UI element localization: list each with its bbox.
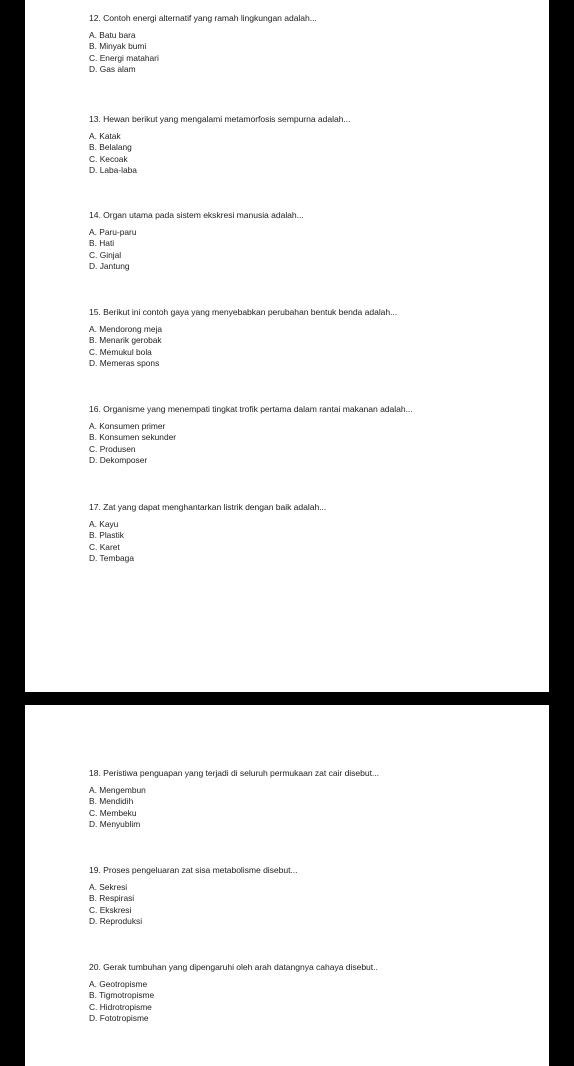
question-18 bbox=[89, 768, 539, 830]
option-a: A. Katak bbox=[89, 131, 121, 141]
option-c: C. Hidrotropisme bbox=[89, 1001, 152, 1012]
question-text: 13. Hewan berikut yang mengalami metamorfosis sempurna adalah... bbox=[89, 114, 351, 124]
option-c: C. Ekskresi bbox=[89, 904, 132, 915]
question-text: 15. Berikut ini contoh gaya yang menyebabkan perubahan bentuk benda adalah... bbox=[89, 307, 398, 317]
option-a: A. Mendorong meja bbox=[89, 324, 163, 334]
option-c: C. Karet bbox=[89, 541, 120, 552]
option-d: D. Fototropisme bbox=[89, 1012, 149, 1023]
document-page-1 bbox=[25, 0, 549, 692]
option-list bbox=[89, 324, 539, 369]
option-c: C. Memukul bola bbox=[89, 346, 152, 357]
option-d: D. Reproduksi bbox=[89, 915, 143, 926]
option-d: D. Memeras spons bbox=[89, 357, 160, 368]
question-16 bbox=[89, 404, 539, 466]
option-list bbox=[89, 519, 539, 564]
option-d: D. Dekomposer bbox=[89, 454, 148, 465]
question-text: 16. Organisme yang menempati tingkat trofik pertama dalam rantai makanan adalah... bbox=[89, 404, 413, 414]
option-b: B. Plastik bbox=[89, 530, 124, 541]
option-a: A. Mengembun bbox=[89, 785, 146, 795]
option-d: D. Menyublim bbox=[89, 818, 141, 829]
option-b: B. Respirasi bbox=[89, 893, 135, 904]
option-c: C. Produsen bbox=[89, 443, 136, 454]
option-list bbox=[89, 227, 539, 272]
option-b: B. Hati bbox=[89, 238, 115, 249]
option-d: D. Laba-laba bbox=[89, 164, 137, 175]
option-a: A. Paru-paru bbox=[89, 227, 137, 237]
question-20 bbox=[89, 962, 539, 1024]
question-text: 19. Proses pengeluaran zat sisa metabolisme disebut... bbox=[89, 865, 298, 875]
option-list bbox=[89, 421, 539, 466]
question-13 bbox=[89, 114, 539, 176]
question-text: 18. Peristiwa penguapan yang terjadi di seluruh permukaan zat cair disebut... bbox=[89, 768, 379, 778]
option-b: B. Konsumen sekunder bbox=[89, 432, 177, 443]
option-list bbox=[89, 882, 539, 927]
option-a: A. Batu bara bbox=[89, 30, 136, 40]
option-b: B. Mendidih bbox=[89, 796, 134, 807]
option-b: B. Belalang bbox=[89, 142, 132, 153]
document-page-2 bbox=[25, 705, 549, 1066]
option-list bbox=[89, 131, 539, 176]
question-14 bbox=[89, 210, 539, 272]
option-c: C. Energi matahari bbox=[89, 52, 159, 63]
question-19 bbox=[89, 865, 539, 927]
option-b: B. Tigmotropisme bbox=[89, 990, 155, 1001]
question-text: 20. Gerak tumbuhan yang dipengaruhi oleh arah datangnya cahaya disebut.. bbox=[89, 962, 378, 972]
option-c: C. Membeku bbox=[89, 807, 137, 818]
question-text: 12. Contoh energi alternatif yang ramah lingkungan adalah... bbox=[89, 13, 317, 23]
question-text: 14. Organ utama pada sistem ekskresi manusia adalah... bbox=[89, 210, 304, 220]
option-a: A. Kayu bbox=[89, 519, 119, 529]
question-text: 17. Zat yang dapat menghantarkan listrik dengan baik adalah... bbox=[89, 502, 327, 512]
option-d: D. Tembaga bbox=[89, 552, 135, 563]
option-list bbox=[89, 30, 539, 75]
question-12 bbox=[89, 13, 539, 75]
question-17 bbox=[89, 502, 539, 564]
option-d: D. Gas alam bbox=[89, 63, 136, 74]
option-a: A. Sekresi bbox=[89, 882, 128, 892]
option-list bbox=[89, 979, 539, 1024]
option-a: A. Konsumen primer bbox=[89, 421, 166, 431]
option-b: B. Menarik gerobak bbox=[89, 335, 162, 346]
option-c: C. Kecoak bbox=[89, 153, 128, 164]
option-c: C. Ginjal bbox=[89, 249, 122, 260]
option-a: A. Geotropisme bbox=[89, 979, 148, 989]
option-b: B. Minyak bumi bbox=[89, 41, 147, 52]
option-d: D. Jantung bbox=[89, 260, 130, 271]
question-15 bbox=[89, 307, 539, 369]
option-list bbox=[89, 785, 539, 830]
